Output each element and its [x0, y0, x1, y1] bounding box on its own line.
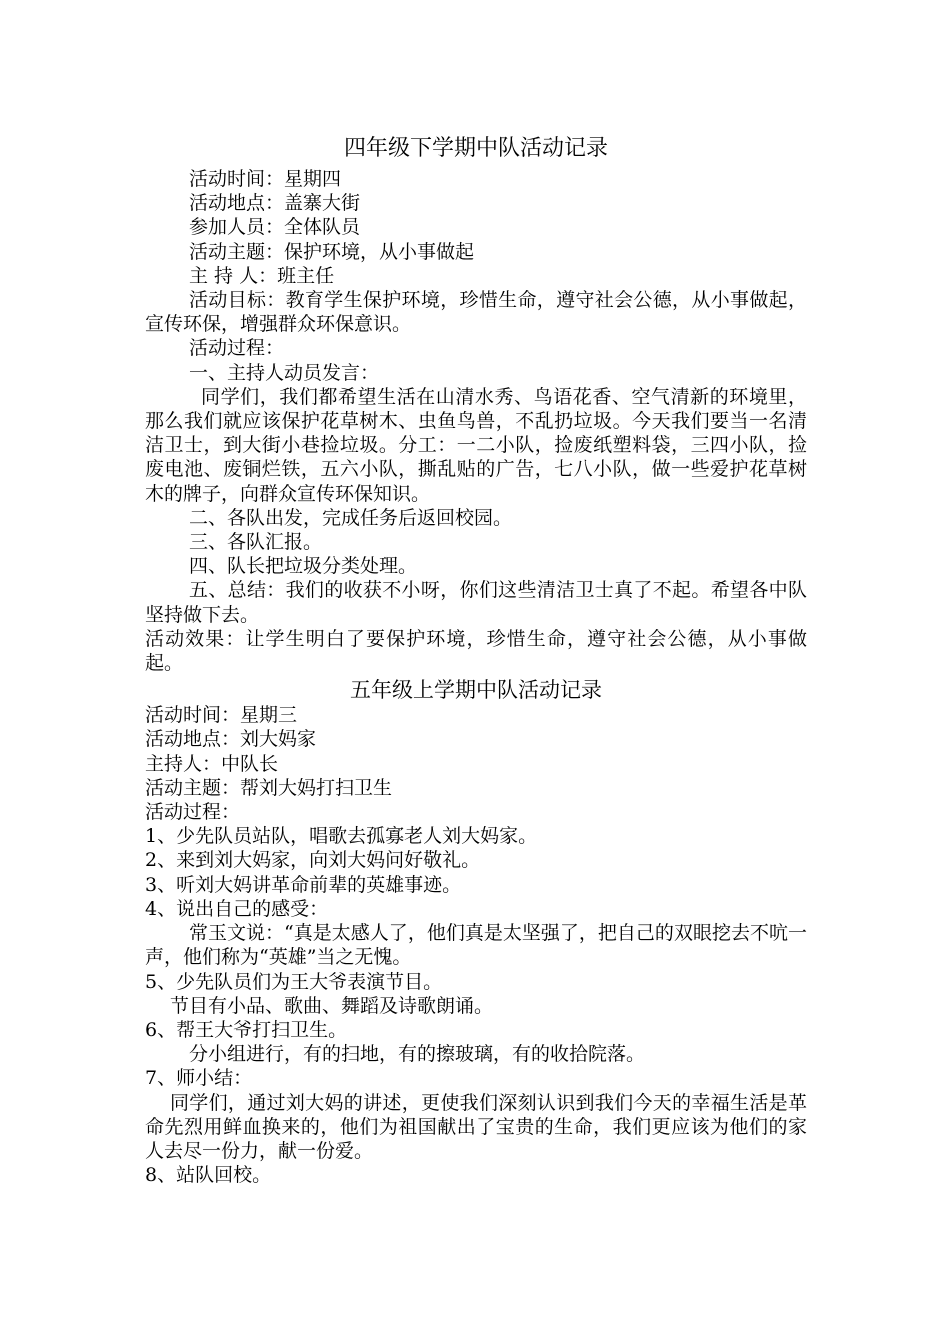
section2-host: 主持人：中队长 — [145, 752, 279, 775]
section1-effect: 活动效果：让学生明白了要保护环境，珍惜生命，遵守社会公德，从小事做起。 — [145, 627, 807, 675]
section2-theme: 活动主题：帮刘大妈打扫卫生 — [145, 776, 393, 799]
section1-step2: 二、各队出发，完成任务后返回校园。 — [189, 506, 513, 529]
section1-place: 活动地点：盖寨大街 — [189, 192, 361, 215]
section2-process-label: 活动过程： — [145, 801, 241, 824]
section1-step1: 一、主持人动员发言： — [189, 361, 380, 384]
section2-item8: 8、站队回校。 — [145, 1164, 272, 1187]
section1-process-label: 活动过程： — [189, 337, 285, 360]
section2-item1: 1、少先队员站队，唱歌去孤寡老人刘大妈家。 — [145, 825, 538, 848]
section1-title: 四年级下学期中队活动记录 — [343, 136, 608, 161]
section2-item4-detail: 常玉文说：“真是太感人了，他们真是太坚强了，把自己的双眼挖去不吭一声，他们称为“英雄”当之无愧。 — [145, 922, 807, 969]
section1-step5: 五、总结：我们的收获不小呀，你们这些清洁卫士真了不起。希望各中队坚持做下去。 — [145, 579, 807, 626]
section2-title: 五年级上学期中队活动记录 — [350, 678, 602, 703]
section2-place: 活动地点：刘大妈家 — [145, 728, 317, 751]
section2-item4: 4、说出自己的感受： — [145, 897, 329, 920]
section1-time: 活动时间：星期四 — [189, 168, 342, 190]
section1-speech: 同学们，我们都希望生活在山清水秀、鸟语花香、空气清新的环境里，那么我们就应该保护花草树木、虫鱼鸟兽，不乱扔垃圾。今天我们要当一名清洁卫士，到大街小巷捡垃圾。分工：一二小队，捡废纸塑料袋，三四小队，捡废电池、废铜烂铁，五六小队，撕乱贴的广告，七八小队，做一些爱护花草树木的牌子，向群众宣传环保知识。 — [145, 385, 807, 505]
section1-step4: 四、队长把垃圾分类处理。 — [189, 555, 418, 578]
section1-host: 主 持 人：班主任 — [189, 264, 335, 287]
section1-step3: 三、各队汇报。 — [189, 531, 323, 554]
section2-item6-detail: 分小组进行，有的扫地，有的擦玻璃，有的收拾院落。 — [189, 1043, 646, 1066]
section1-theme: 活动主题：保护环境，从小事做起 — [189, 240, 475, 263]
section2-item5: 5、少先队员们为王大爷表演节目。 — [145, 970, 443, 993]
section2-item7: 7、师小结： — [145, 1067, 253, 1090]
section2-item2: 2、来到刘大妈家，向刘大妈问好敬礼。 — [145, 849, 481, 872]
section2-time: 活动时间：星期三 — [145, 704, 298, 727]
document-page — [145, 130, 807, 1187]
section2-item7-detail: 同学们，通过刘大妈的讲述，更使我们深刻认识到我们今天的幸福生活是革命先烈用鲜血换来的，他们为祖国献出了宝贵的生命，我们更应该为他们的家人去尽一份力，献一份爱。 — [145, 1091, 807, 1162]
section1-goal: 活动目标：教育学生保护环境，珍惜生命，遵守社会公德，从小事做起，宣传环保，增强群众环保意识。 — [145, 289, 807, 336]
section2-item6: 6、帮王大爷打扫卫生。 — [145, 1018, 348, 1041]
section1-participants: 参加人员：全体队员 — [189, 216, 361, 239]
section2-item5-detail: 节目有小品、歌曲、舞蹈及诗歌朗诵。 — [170, 994, 494, 1017]
section2-item3: 3、听刘大妈讲革命前辈的英雄事迹。 — [145, 873, 462, 896]
